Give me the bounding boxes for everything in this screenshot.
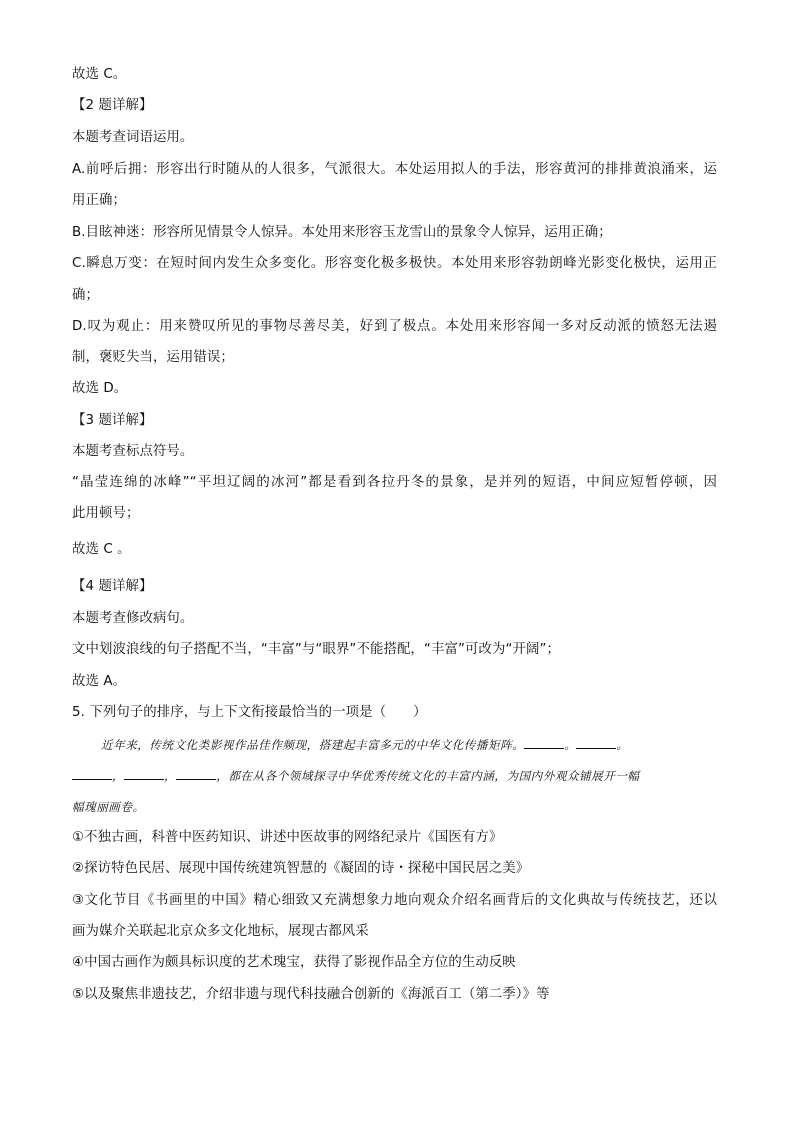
text-line: 文中划波浪线的句子搭配不当，“丰富”与“眼界”不能搭配，“丰富”可改为“开阔”； bbox=[72, 642, 560, 657]
answer-line: 故选 C 。 bbox=[72, 542, 131, 557]
blank-separator: ， bbox=[216, 769, 229, 783]
blank-separator: 。 bbox=[616, 738, 629, 752]
text-line: A.前呼后拥：形容出行时随从的人很多，气派很大。本处运用拟人的手法，形容黄河的排排黄浪涌来，运 bbox=[72, 162, 717, 177]
passage-text: 幅瑰丽画卷。 bbox=[72, 800, 145, 814]
option-item: ③文化节目《书画里的中国》精心细致又充满想象力地向观众介绍名画背后的文化典故与传统技艺，还以 bbox=[72, 893, 717, 908]
answer-line: 故选 C。 bbox=[72, 67, 127, 82]
answer-blank bbox=[576, 737, 616, 749]
passage-line-2 bbox=[72, 768, 640, 784]
text-line: C.瞬息万变：在短时间内发生众多变化。形容变化极多极快。本处用来形容勃朗峰光影变化极快，运用正 bbox=[72, 256, 717, 271]
passage-line-1 bbox=[101, 737, 629, 753]
text-line: 本题考查标点符号。 bbox=[72, 444, 194, 459]
text-line: 确； bbox=[72, 288, 99, 303]
option-item: ⑤以及聚焦非遗技艺，介绍非遗与现代科技融合创新的《海派百工（第二季）》等 bbox=[72, 987, 550, 1002]
blank-separator: ， bbox=[112, 769, 125, 783]
blank-separator: ， bbox=[164, 769, 177, 783]
option-item: ②探访特色民居、展现中国传统建筑智慧的《凝固的诗・探秘中国民居之美》 bbox=[72, 861, 530, 876]
section-heading: 【3 题详解】 bbox=[72, 413, 153, 428]
text-line: D.叹为观止：用来赞叹所见的事物尽善尽美，好到了极点。本处用来形容闻一多对反动派的愤怒无法遏 bbox=[72, 319, 717, 334]
text-line: B.目眩神迷：形容所见情景令人惊异。本处用来形容玉龙雪山的景象令人惊异，运用正确； bbox=[72, 225, 612, 240]
passage-text: 都在从各个领域探寻中华优秀传统文化的丰富内涵，为国内外观众铺展开一幅 bbox=[228, 769, 640, 783]
answer-blank bbox=[72, 768, 112, 780]
text-line: 本题考查词语运用。 bbox=[72, 130, 194, 145]
section-heading: 【4 题详解】 bbox=[72, 579, 153, 594]
answer-blank bbox=[176, 768, 216, 780]
answer-blank bbox=[124, 768, 164, 780]
passage-text: 近年来，传统文化类影视作品佳作频现，搭建起丰富多元的中华文化传播矩阵。 bbox=[101, 738, 525, 752]
answer-blank bbox=[524, 737, 564, 749]
text-line: 此用顿号； bbox=[72, 506, 140, 521]
blank-separator: 。 bbox=[564, 738, 577, 752]
text-line: 本题考查修改病句。 bbox=[72, 611, 194, 626]
question-title: 5. 下列句子的排序，与上下文衔接最恰当的一项是（ ） bbox=[72, 705, 427, 720]
option-item-continued: 画为媒介关联起北京众多文化地标，展现古都风采 bbox=[72, 924, 369, 939]
option-item: ④中国古画作为颇具标识度的艺术瑰宝，获得了影视作品全方位的生动反映 bbox=[72, 955, 516, 970]
answer-line: 故选 A。 bbox=[72, 674, 127, 689]
section-heading: 【2 题详解】 bbox=[72, 98, 153, 113]
text-line: 用正确； bbox=[72, 193, 126, 208]
text-line: 制，褒贬失当，运用错误； bbox=[72, 350, 234, 365]
text-line: “晶莹连绵的冰峰”“平坦辽阔的冰河”都是看到各拉丹冬的景象，是并列的短语，中间应短暂停顿，因 bbox=[72, 475, 717, 490]
passage-line-3 bbox=[72, 799, 145, 815]
answer-line: 故选 D。 bbox=[72, 381, 128, 396]
option-item: ①不独古画，科普中医药知识、讲述中医故事的网络纪录片《国医有方》 bbox=[72, 830, 503, 845]
